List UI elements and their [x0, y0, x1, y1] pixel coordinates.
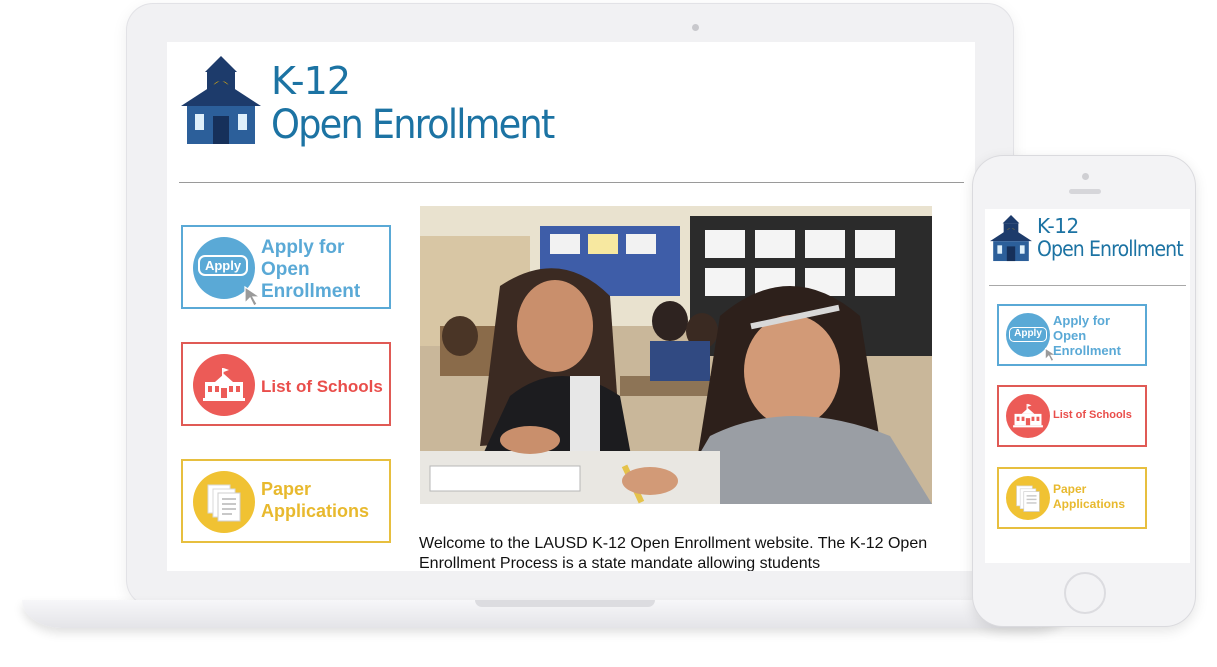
schools-button-label: List of Schools: [261, 377, 383, 396]
paper-label-line-1-mobile: Paper: [1053, 482, 1087, 496]
documents-glyph-mobile: [1006, 476, 1050, 520]
logo-line-1: K-12: [271, 59, 350, 103]
schools-button-label-mobile: List of Schools: [1053, 409, 1132, 421]
apply-label-line-2: Open: [261, 259, 310, 280]
laptop-notch: [475, 600, 655, 607]
documents-icon: [193, 471, 255, 533]
site-logo[interactable]: [179, 54, 579, 154]
hero-classroom-photo: [420, 206, 932, 504]
apply-icon-label-mobile: Apply: [1009, 327, 1047, 342]
apply-label-line-1: Apply for: [261, 237, 345, 258]
paper-applications-button[interactable]: [181, 459, 391, 543]
schoolhouse-logo-icon: [179, 54, 263, 146]
laptop-camera: [692, 24, 699, 31]
logo-line-2-mobile: Open Enrollment: [1037, 237, 1183, 261]
phone-home-button[interactable]: [1064, 572, 1106, 614]
apply-open-enrollment-button[interactable]: [181, 225, 391, 309]
laptop-screen: [167, 42, 975, 571]
phone-screen: [985, 209, 1190, 563]
apply-label-line-3-mobile: Enrollment: [1053, 343, 1121, 358]
school-building-glyph: [193, 354, 255, 416]
logo-line-2: Open Enrollment: [271, 102, 554, 148]
welcome-text: Welcome to the LAUSD K-12 Open Enrollment website. The K-12 Open Enrollment Process is a state mandate allowing students: [419, 535, 928, 571]
paper-label-line-1: Paper: [261, 479, 312, 499]
apply-button-icon-mobile: [1006, 313, 1050, 357]
header-divider: [179, 182, 964, 183]
paper-label-line-2: Applications: [261, 501, 370, 521]
school-building-glyph-mobile: [1006, 394, 1050, 438]
apply-button-label: [261, 237, 360, 303]
apply-label-line-2-mobile: Open: [1053, 328, 1087, 343]
phone-camera: [1082, 173, 1089, 180]
logo-text: [271, 60, 578, 148]
apply-open-enrollment-button-mobile[interactable]: [997, 304, 1147, 366]
paper-label-line-2-mobile: Applications: [1053, 497, 1126, 511]
documents-glyph: [193, 471, 255, 533]
paper-applications-button-mobile[interactable]: [997, 467, 1147, 529]
apply-icon-label: Apply: [198, 255, 248, 276]
list-of-schools-button[interactable]: [181, 342, 391, 426]
apply-label-line-1-mobile: Apply for: [1053, 313, 1111, 328]
list-of-schools-button-mobile[interactable]: [997, 385, 1147, 447]
documents-icon-mobile: [1006, 476, 1050, 520]
header-divider-mobile: [989, 285, 1186, 286]
schoolhouse-logo-icon-mobile: [989, 213, 1033, 263]
school-building-icon-mobile: [1006, 394, 1050, 438]
apply-button-icon: [193, 237, 255, 299]
school-building-icon: [193, 354, 255, 416]
apply-label-line-3: Enrollment: [261, 281, 361, 302]
logo-text-mobile[interactable]: [1037, 215, 1190, 261]
logo-line-1-mobile: K-12: [1037, 214, 1079, 238]
paper-button-label-mobile: [1053, 482, 1125, 512]
paper-button-label: [261, 478, 369, 522]
apply-button-label-mobile: [1053, 313, 1121, 358]
phone-speaker: [1069, 189, 1101, 194]
